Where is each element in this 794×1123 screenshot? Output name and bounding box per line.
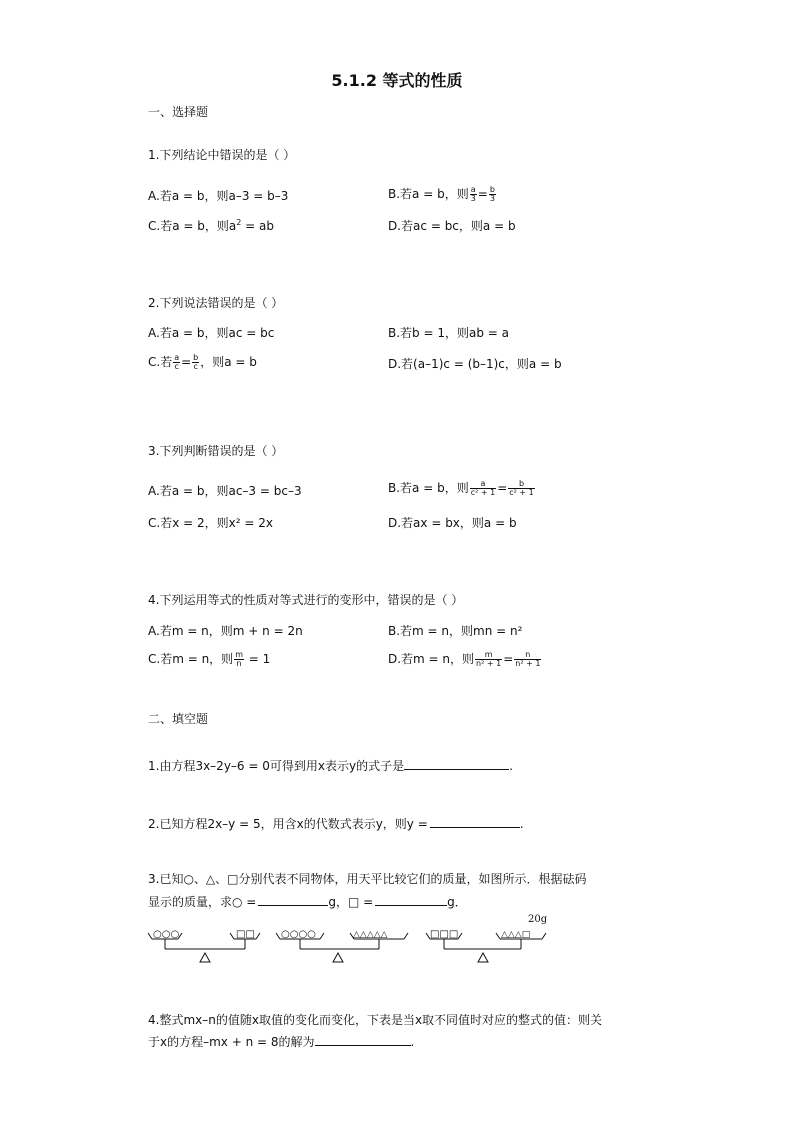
q1-option-b: B.若a = b，则 $\frac{a}{3}$ = $\frac{b}{3}$: [388, 185, 495, 203]
q4-option-c: C.若m = n，则 $\frac{m}{n}$ = 1: [148, 650, 271, 668]
fraction: $\frac{a}{3}$: [470, 185, 476, 203]
fraction: $\frac{n}{\text{n² + 1}}$: [515, 650, 541, 668]
q4-stem: 4.下列运用等式的性质对等式进行的变形中，错误的是（ ）: [148, 593, 464, 607]
pan1-left-objects: ○○○: [153, 929, 180, 940]
q2-stem: 2.下列说法错误的是（ ）: [148, 296, 284, 310]
q1-stem: 1.下列结论中错误的是（ ）: [148, 148, 296, 162]
q2-option-d: D.若(a–1)c = (b–1)c，则a = b: [388, 357, 562, 371]
q2-option-c: C.若 $\frac{a}{c}$ = $\frac{b}{c}$ ，则a = b: [148, 353, 257, 371]
f3-line1: 3.已知○、△、□分别代表不同物体，用天平比较它们的质量，如图所示．根据砝码: [148, 872, 587, 886]
pan2-left-objects: ○○○○: [281, 929, 316, 940]
q2-option-b: B.若b = 1，则ab = a: [388, 326, 509, 340]
q4-option-b: B.若m = n，则mn = n²: [388, 624, 523, 638]
fraction: $\frac{a}{\text{c² + 1}}$: [470, 479, 496, 497]
f3-line2: 显示的质量，求○ = g，□ = g．: [148, 892, 467, 910]
q3-option-c: C.若x = 2，则x² = 2x: [148, 516, 273, 530]
f1-question: 1.由方程3x–2y–6 = 0可得到用x表示y的式子是 .: [148, 756, 513, 774]
answer-blank[interactable]: [404, 756, 509, 770]
page-title: 5.1.2 等式的性质: [331, 71, 463, 90]
section-multiple-choice: 一、选择题: [148, 105, 209, 119]
q3-stem: 3.下列判断错误的是（ ）: [148, 444, 284, 458]
q1-option-d: D.若ac = bc，则a = b: [388, 219, 516, 233]
answer-blank-circle[interactable]: [258, 892, 328, 906]
q3-option-a: A.若a = b，则ac–3 = bc–3: [148, 484, 302, 498]
weight-label: 20g: [528, 914, 548, 925]
fraction: $\frac{b}{\text{c² + 1}}$: [509, 479, 534, 497]
fraction: $\frac{m}{n}$: [235, 650, 243, 668]
pan1-right-objects: □□: [236, 929, 255, 940]
section-fill-blank: 二、填空题: [148, 712, 209, 726]
fraction: $\frac{b}{c}$: [193, 353, 199, 371]
answer-blank[interactable]: [315, 1032, 411, 1046]
q2-option-a: A.若a = b，则ac = bc: [148, 326, 275, 340]
q1-option-a: A.若a = b，则a–3 = b–3: [148, 189, 289, 203]
fraction: $\frac{m}{\text{n² + 1}}$: [476, 650, 502, 668]
answer-blank-square[interactable]: [375, 892, 447, 906]
q3-option-b: B.若a = b，则 $\frac{a}{\text{c² + 1}}$ = $\frac{b}{\text{c² + 1}}$: [388, 479, 534, 497]
balance-scales-figure: [140, 912, 560, 972]
answer-blank[interactable]: [430, 814, 520, 828]
fraction: $\frac{a}{c}$: [174, 353, 180, 371]
q3-option-d: D.若ax = bx，则a = b: [388, 516, 517, 530]
q1-option-c: C.若a = b，则$a^2$ = ab: [148, 218, 274, 233]
pan3-left-objects: □□□: [430, 929, 459, 940]
f4-line2: 于x的方程–mx + n = 8的解为 .: [148, 1032, 414, 1050]
f4-line1: 4.整式mx–n的值随x取值的变化而变化，下表是当x取不同值时对应的整式的值：则关: [148, 1013, 603, 1027]
fraction: $\frac{b}{3}$: [489, 185, 495, 203]
q4-option-d: D.若m = n，则 $\frac{m}{\text{n² + 1}}$ = $\frac{n}{\text{n² + 1}}$: [388, 650, 541, 668]
f2-question: 2.已知方程2x–y = 5，用含x的代数式表示y，则y = .: [148, 814, 524, 832]
q4-option-a: A.若m = n，则m + n = 2n: [148, 624, 303, 638]
pan3-right-objects: △△△□: [501, 930, 531, 940]
pan2-right-objects: △△△△△: [353, 930, 388, 940]
